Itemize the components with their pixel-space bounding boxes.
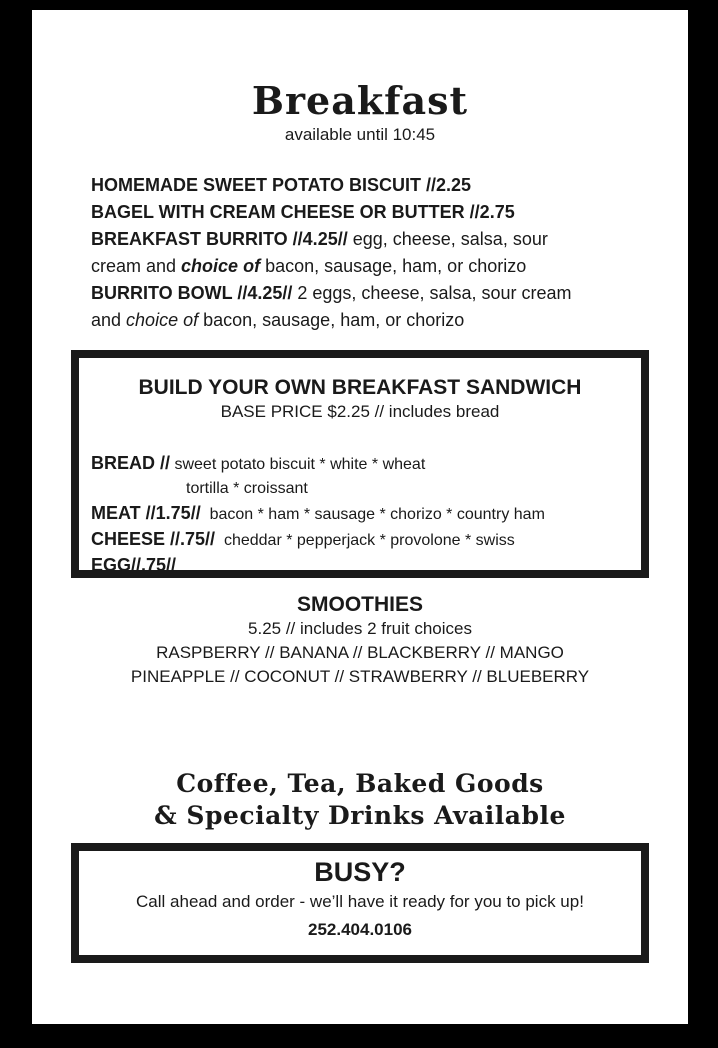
item-desc: 2 eggs, cheese, salsa, sour cream	[292, 283, 572, 303]
item-name: HOMEMADE SWEET POTATO BISCUIT //2.25	[91, 175, 472, 195]
menu-item	[91, 172, 651, 199]
cheese-label: CHEESE //.75//	[91, 529, 216, 549]
extras-banner	[32, 768, 688, 832]
availability-note: available until 10:45	[284, 125, 436, 144]
meat-option	[91, 501, 651, 527]
sandwich-options	[91, 451, 651, 579]
breakfast-items	[91, 172, 651, 334]
menu-item	[91, 280, 651, 334]
banner-line: & Specialty Drinks Available	[154, 801, 566, 830]
egg-option	[91, 553, 651, 579]
menu-item	[91, 226, 651, 280]
egg-label: EGG//.75//	[91, 555, 177, 575]
sandwich-base-price: BASE PRICE $2.25 // includes bread	[220, 402, 500, 421]
smoothies-fruits: PINEAPPLE // COCONUT // STRAWBERRY // BLUEBERRY	[130, 667, 590, 686]
item-desc: bacon, sausage, ham, or chorizo	[260, 256, 527, 276]
phone-number[interactable]: 252.404.0106	[308, 920, 412, 939]
sandwich-title: BUILD YOUR OWN BREAKFAST SANDWICH	[138, 376, 582, 399]
item-desc: cream and	[91, 256, 182, 276]
call-ahead-text: Call ahead and order - we’ll have it ready for you to pick up!	[136, 892, 584, 911]
banner-line: Coffee, Tea, Baked Goods	[176, 769, 544, 798]
sandwich-box	[71, 350, 649, 578]
item-emphasis: choice of	[181, 256, 261, 276]
smoothies-title: SMOOTHIES	[296, 593, 423, 616]
menu-page	[32, 10, 688, 1024]
meat-label: MEAT //1.75//	[91, 503, 201, 523]
item-name: BAGEL WITH CREAM CHEESE OR BUTTER //2.75	[91, 202, 515, 222]
bread-option	[91, 451, 651, 477]
meat-choices: bacon * ham * sausage * chorizo * country ham	[200, 506, 545, 523]
bread-choices: sweet potato biscuit * white * wheat	[170, 456, 426, 473]
page-title: Breakfast	[251, 78, 469, 123]
cheese-option	[91, 527, 651, 553]
cheese-choices: cheddar * pepperjack * provolone * swiss	[215, 532, 515, 549]
menu-item	[91, 199, 651, 226]
smoothies-section	[32, 593, 688, 689]
bread-choices-cont: tortilla * croissant	[186, 480, 308, 497]
busy-box	[71, 843, 649, 963]
smoothies-price: 5.25 // includes 2 fruit choices	[248, 619, 472, 638]
item-emphasis: choice of	[126, 310, 199, 330]
busy-title: BUSY?	[314, 857, 406, 887]
item-desc: egg, cheese, salsa, sour	[347, 229, 548, 249]
item-desc: and	[91, 310, 127, 330]
item-name: BURRITO BOWL //4.25//	[91, 283, 293, 303]
item-desc: bacon, sausage, ham, or chorizo	[198, 310, 465, 330]
item-name: BREAKFAST BURRITO //4.25//	[91, 229, 348, 249]
bread-label: BREAD //	[91, 453, 171, 473]
smoothies-fruits: RASPBERRY // BANANA // BLACKBERRY // MANGO	[156, 643, 564, 662]
